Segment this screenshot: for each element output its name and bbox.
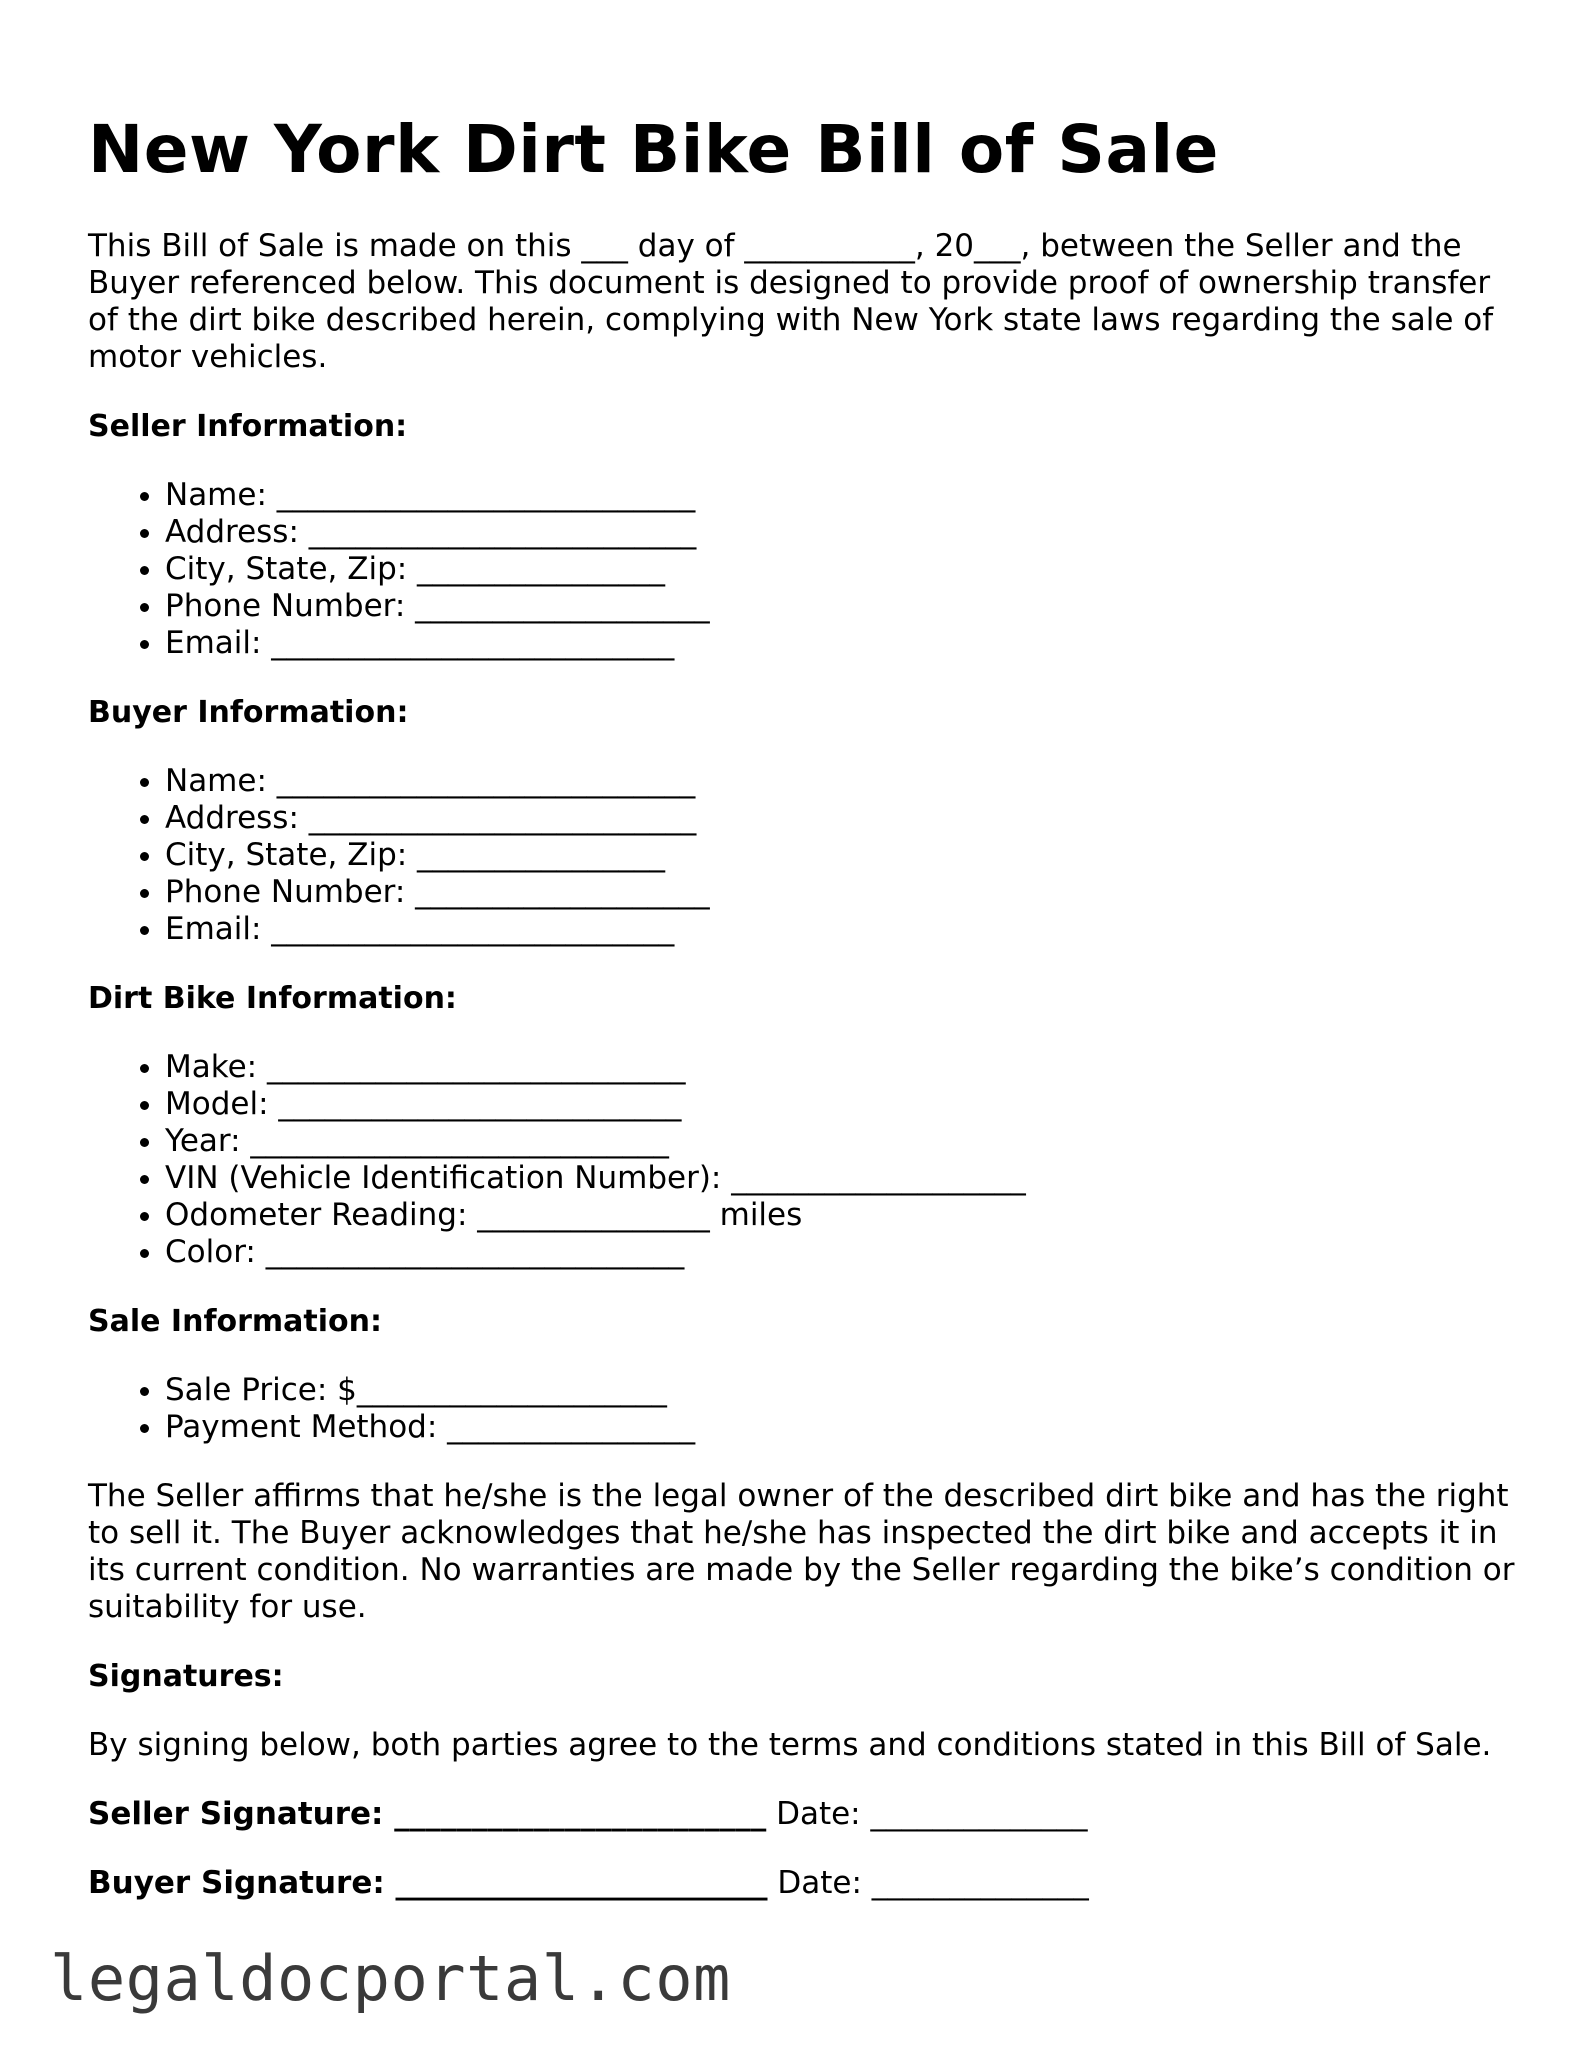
bike-color-field: • Color: ___________________________ xyxy=(165,1234,1518,1271)
bike-model-field: • Model: __________________________ xyxy=(165,1086,1518,1123)
bike-year-field: • Year: ___________________________ xyxy=(165,1123,1518,1160)
bike-make-field: • Make: ___________________________ xyxy=(165,1049,1518,1086)
payment-method-field: • Payment Method: ________________ xyxy=(165,1409,1518,1446)
document-title: New York Dirt Bike Bill of Sale xyxy=(88,111,1219,188)
buyer-address-field: • Address: _________________________ xyxy=(165,800,1518,837)
sale-list xyxy=(88,1372,1518,1446)
seller-city-field: • City, State, Zip: ________________ xyxy=(165,551,1518,588)
seller-date-field: Date: ______________ xyxy=(766,1796,1088,1832)
buyer-list xyxy=(88,763,1518,948)
sale-heading: Sale Information: xyxy=(88,1304,382,1339)
intro-paragraph: This Bill of Sale is made on this ___ day of ___________, 20___, between the Seller and the Buyer referenced below. This document is designed to provide proof of ownership transfer of the dirt bike described herein, complying with New York state laws regarding the sale of motor vehicles. xyxy=(88,228,1494,375)
affirmation-paragraph: The Seller affirms that he/she is the legal owner of the described dirt bike and has the right to sell it. The Buyer acknowledges that he/she has inspected the dirt bike and accepts it in its current condition. No warranties are made by the Seller regarding the bike’s condition or suitability for use. xyxy=(88,1478,1515,1625)
buyer-signature-line xyxy=(88,1865,1518,1902)
seller-name-field: • Name: ___________________________ xyxy=(165,477,1518,514)
bike-vin-field: • VIN (Vehicle Identification Number): ___________________ xyxy=(165,1160,1518,1197)
watermark: legaldocportal.com xyxy=(50,1942,731,2015)
seller-address-field: • Address: _________________________ xyxy=(165,514,1518,551)
seller-signature-label: Seller Signature: ________________________ xyxy=(88,1796,767,1832)
seller-phone-field: • Phone Number: ___________________ xyxy=(165,588,1518,625)
seller-heading: Seller Information: xyxy=(88,409,408,444)
buyer-city-field: • City, State, Zip: ________________ xyxy=(165,837,1518,874)
bike-list xyxy=(88,1049,1518,1271)
sale-price-field: • Sale Price: $____________________ xyxy=(165,1372,1518,1409)
seller-email-field: • Email: __________________________ xyxy=(165,625,1518,662)
seller-list xyxy=(88,477,1518,662)
buyer-phone-field: • Phone Number: ___________________ xyxy=(165,874,1518,911)
buyer-heading: Buyer Information: xyxy=(88,695,409,730)
buyer-date-field: Date: ______________ xyxy=(767,1865,1089,1901)
seller-signature-line xyxy=(88,1796,1518,1833)
buyer-name-field: • Name: ___________________________ xyxy=(165,763,1518,800)
document-page xyxy=(88,110,1518,1902)
signatures-intro: By signing below, both parties agree to the terms and conditions stated in this Bill of Sale. xyxy=(88,1727,1492,1763)
signatures-heading: Signatures: xyxy=(88,1659,284,1694)
buyer-signature-label: Buyer Signature: ________________________ xyxy=(88,1865,768,1901)
bike-odometer-field: • Odometer Reading: _______________ miles xyxy=(165,1197,1518,1234)
bike-heading: Dirt Bike Information: xyxy=(88,981,457,1016)
buyer-email-field: • Email: __________________________ xyxy=(165,911,1518,948)
